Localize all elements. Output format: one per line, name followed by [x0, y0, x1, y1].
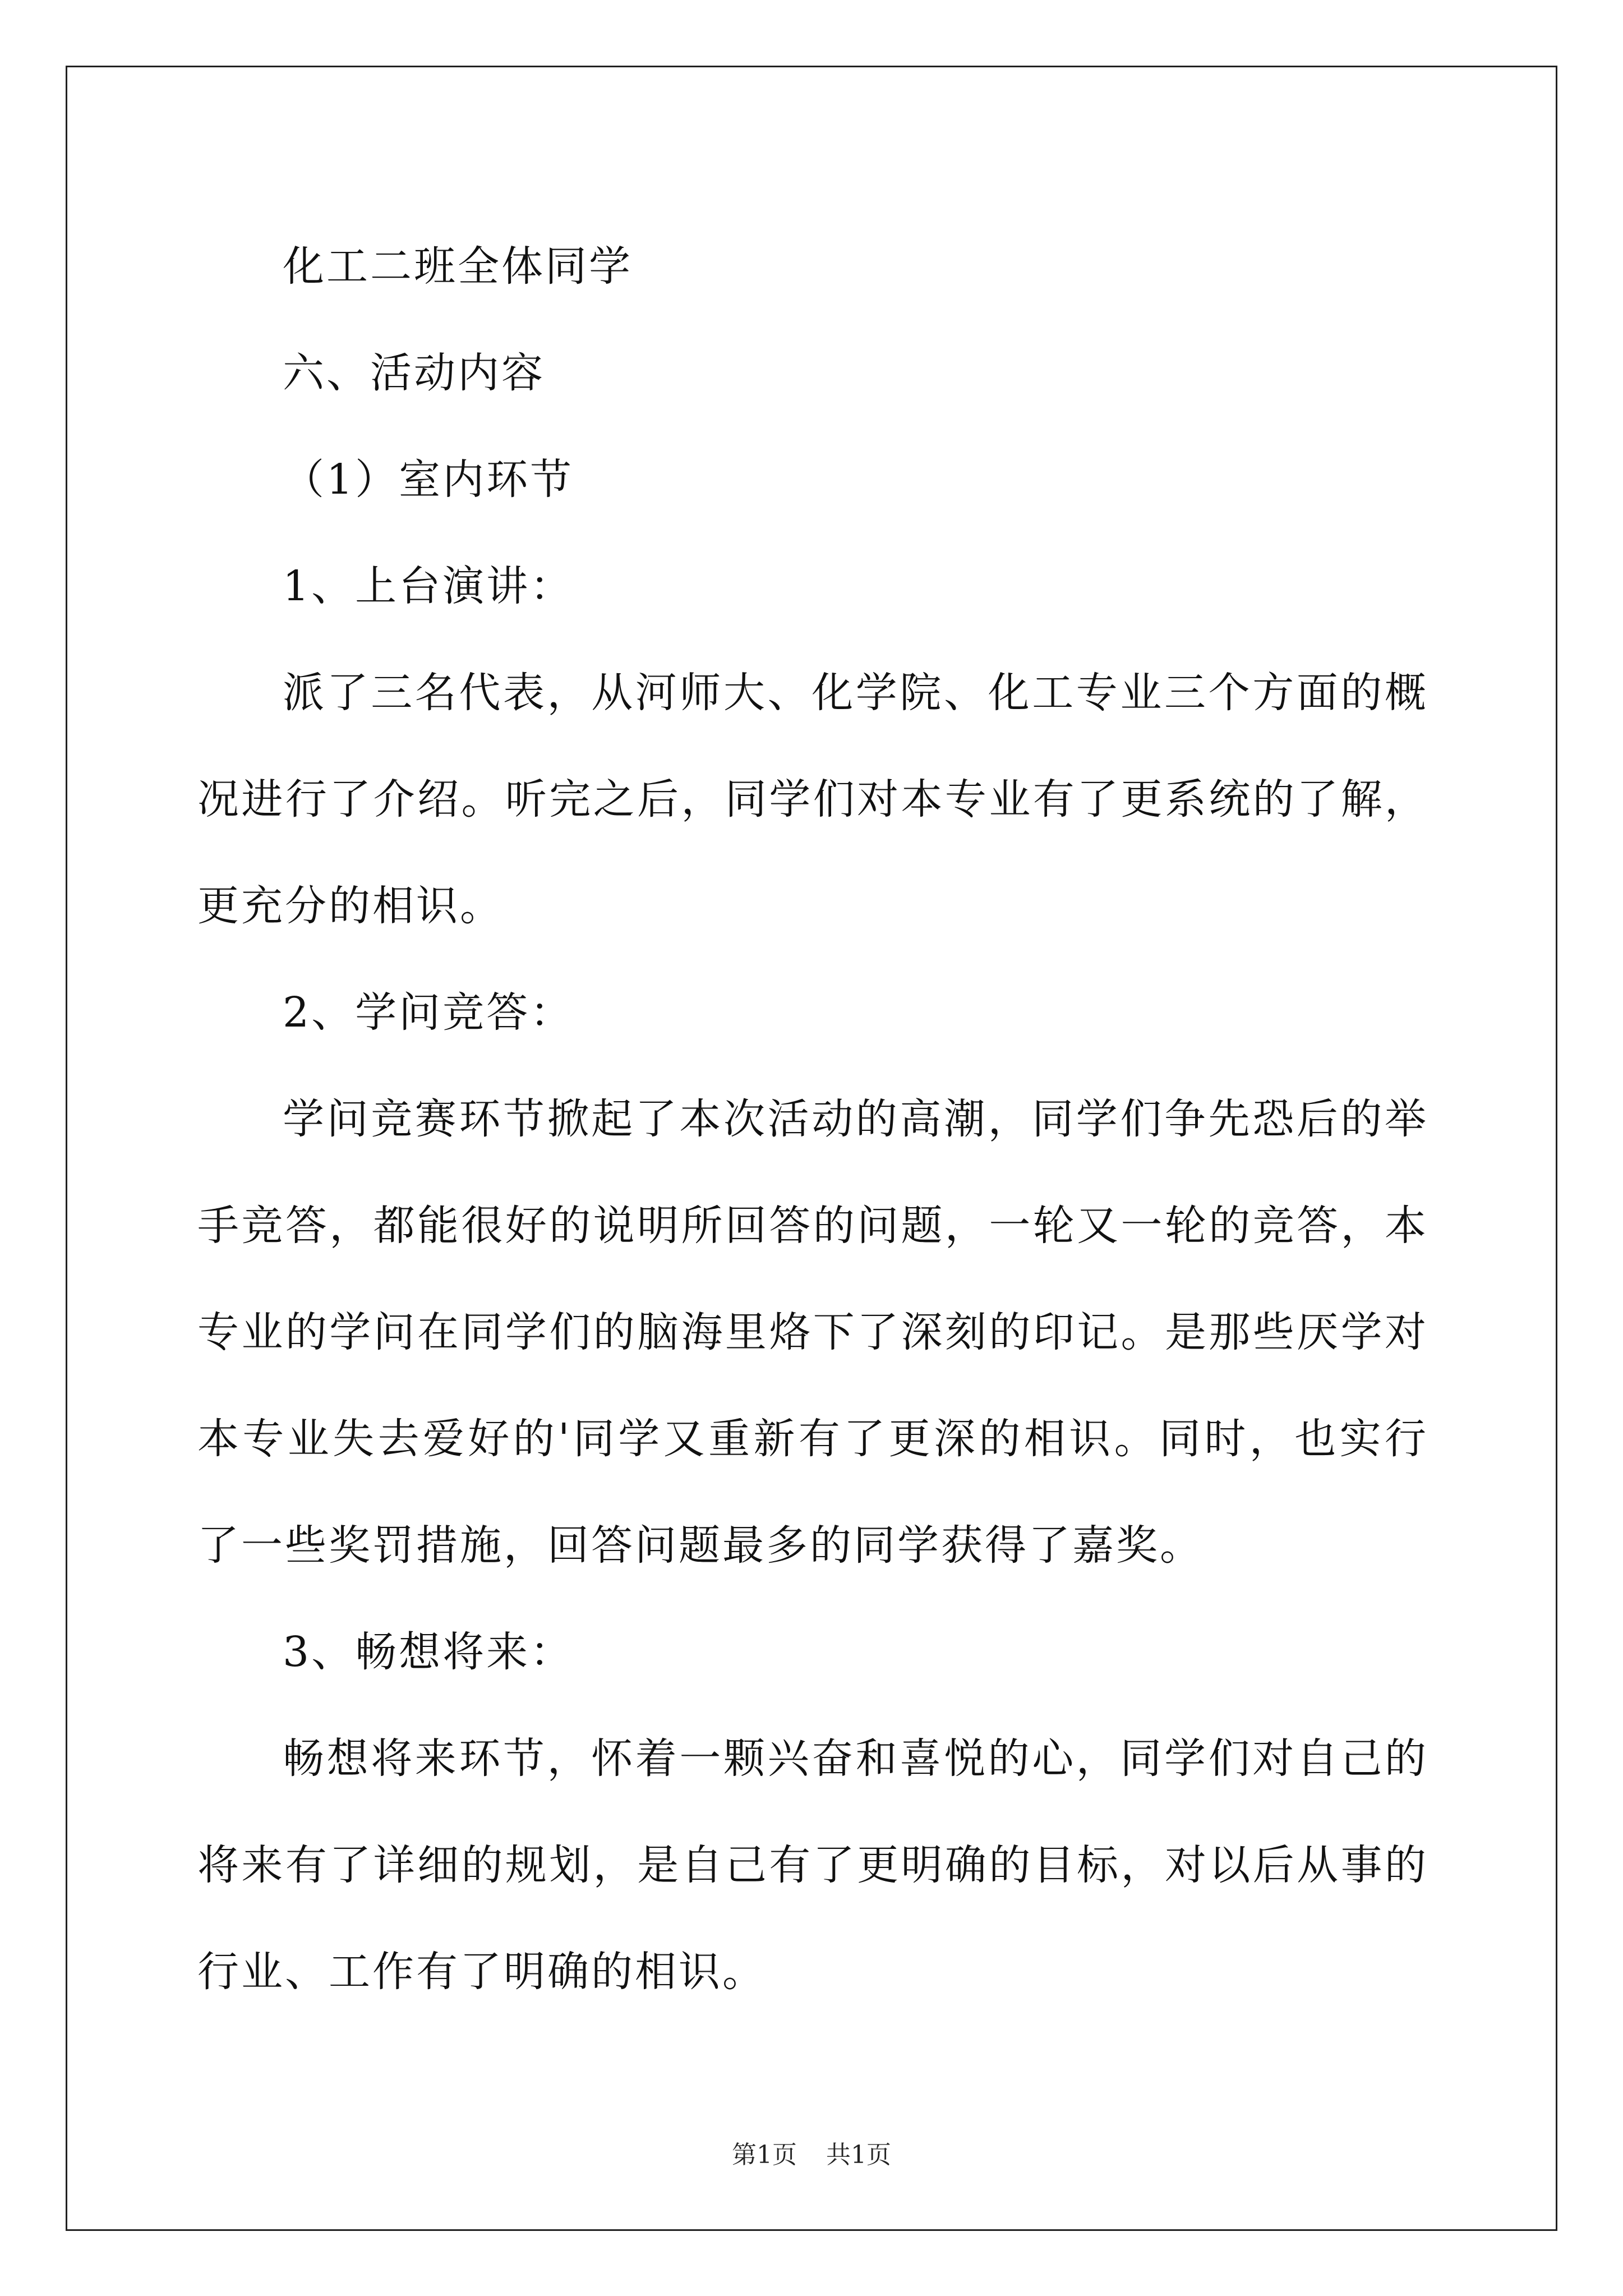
page-footer [0, 2138, 1623, 2172]
paragraph-speech: 派了三名代表，从河师大、化学院、化工专业三个方面的概况进行了介绍。听完之后，同学们对本专业有了更系统的了解，更充分的相识。 [197, 669, 1428, 930]
item-heading-speech: 1、上台演讲： [283, 562, 574, 610]
paragraph-future: 畅想将来环节，怀着一颗兴奋和喜悦的心，同学们对自己的将来有了详细的规划，是自己有了更明确的目标，对以后从事的行业、工作有了明确的相识。 [197, 1734, 1428, 1996]
recipient-line: 化工二班全体同学 [283, 242, 633, 291]
page-number: 第1页 [732, 2141, 797, 2169]
item-heading-future: 3、畅想将来： [283, 1628, 574, 1676]
paragraph-quiz: 学问竞赛环节掀起了本次活动的高潮，同学们争先恐后的举手竞答，都能很好的说明所回答的问题，一轮又一轮的竞答，本专业的学问在同学们的脑海里烙下了深刻的印记。是那些厌学对本专业失去爱好的'同学又重新有了更深的相识。同时，也实行了一些奖罚措施，回答问题最多的同学获得了嘉奖。 [197, 1095, 1428, 1570]
document-body [197, 213, 1428, 2025]
subsection-heading-indoor: （1）室内环节 [283, 455, 574, 504]
page-total: 共1页 [826, 2141, 891, 2169]
section-heading-activity-content: 六、活动内容 [283, 349, 545, 397]
item-heading-quiz: 2、学问竞答： [283, 988, 574, 1037]
